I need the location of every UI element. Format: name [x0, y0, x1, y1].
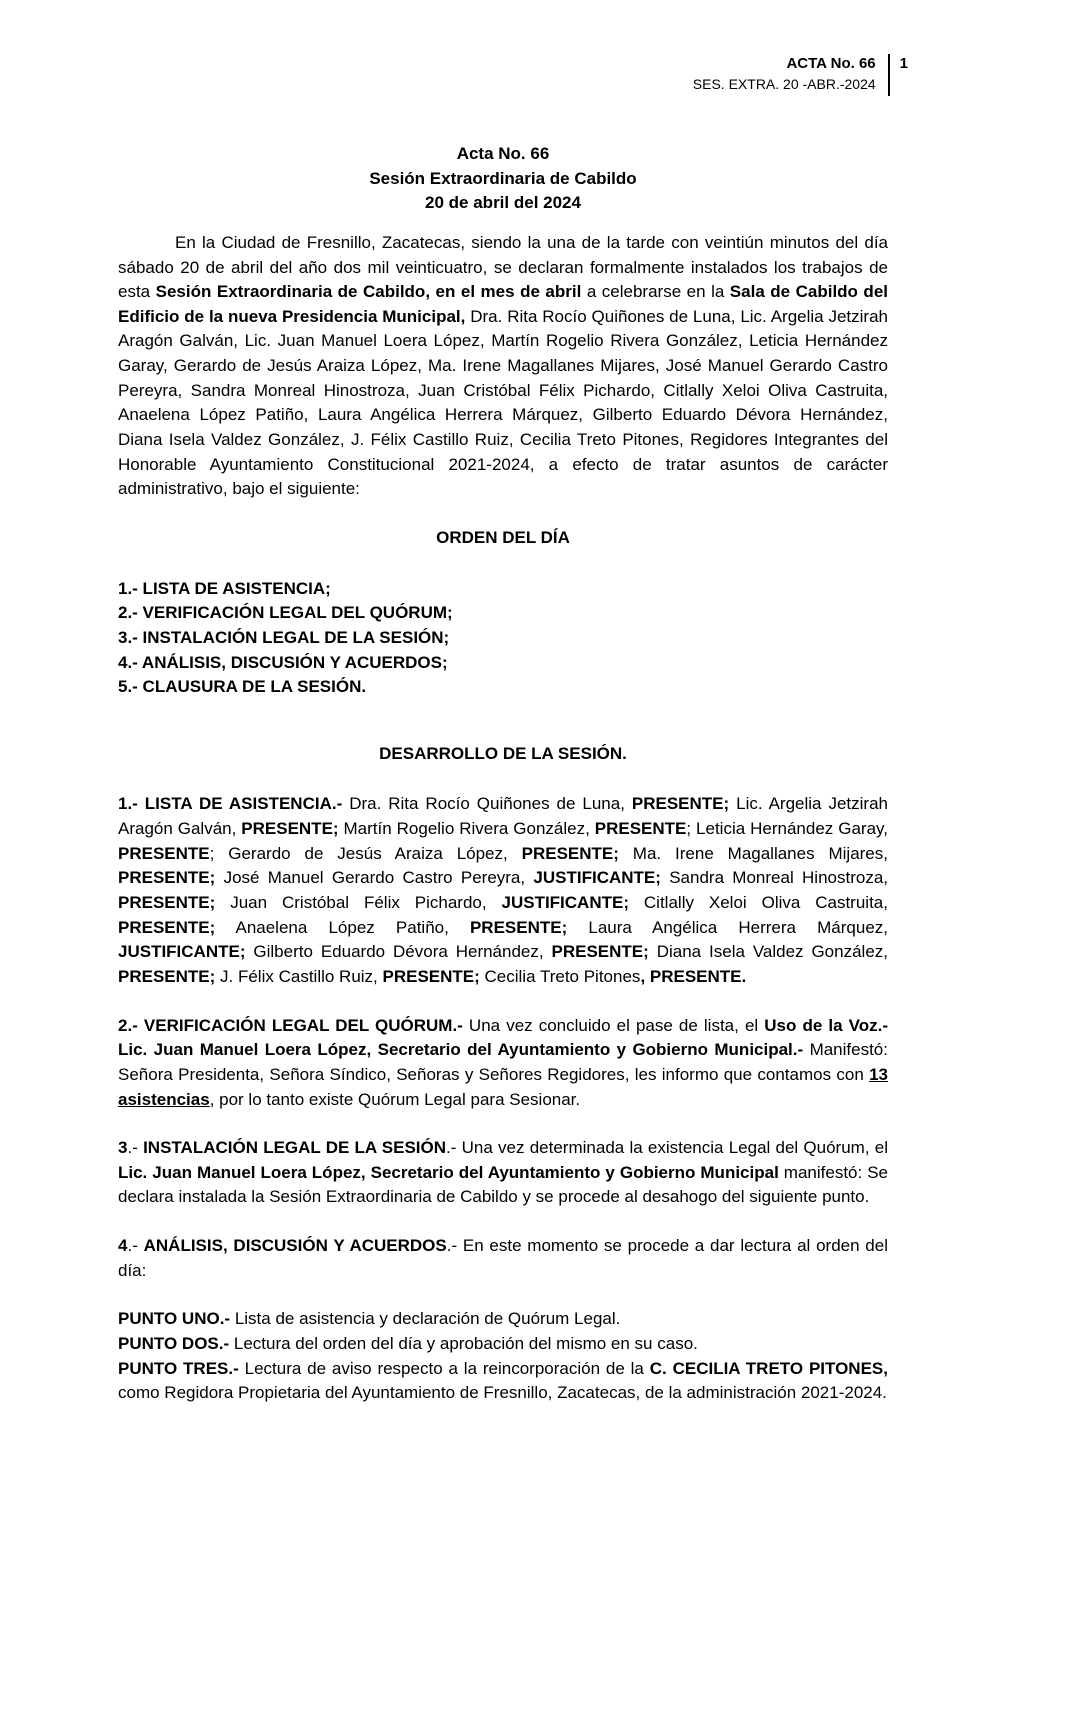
bold-text-segment: 4 — [118, 1236, 128, 1256]
bold-text-segment: C. CECILIA TRETO PITONES, — [649, 1358, 888, 1378]
bold-text-segment: JUSTIFICANTE; — [501, 893, 629, 913]
text-segment: Una vez concluido el pase de lista, el — [468, 1015, 765, 1035]
text-segment: Lectura del orden del día y aprobación del mismo en su caso. — [233, 1333, 698, 1353]
paragraph-intro — [118, 231, 888, 502]
bold-text-segment: PRESENTE; — [118, 966, 216, 986]
page-header-lines — [693, 54, 876, 94]
orden-item: 1.- LISTA DE ASISTENCIA; — [118, 578, 331, 598]
orden-item: 2.- VERIFICACIÓN LEGAL DEL QUÓRUM; — [118, 603, 453, 623]
bold-text-segment: PUNTO UNO.- — [118, 1309, 235, 1329]
bold-text-segment: PRESENTE; — [241, 819, 339, 839]
text-segment: Juan Cristóbal Félix Pichardo, — [215, 893, 502, 913]
text-segment: Lectura de aviso respecto a la reincorporación de la — [244, 1358, 650, 1378]
bold-text-segment: Sala de Cabildo del Edificio de la nueva Presidencia Municipal, — [118, 282, 888, 326]
text-segment: Lista de asistencia y declaración de Quórum Legal. — [234, 1309, 621, 1329]
text-segment: Gilberto Eduardo Dévora Hernández, — [245, 942, 552, 962]
orden-item: 3.- INSTALACIÓN LEGAL DE LA SESIÓN; — [118, 627, 450, 647]
text-segment: .- — [127, 1236, 144, 1256]
orden-del-dia-list — [118, 577, 888, 700]
bold-text-segment: 3 — [118, 1138, 128, 1158]
bold-text-segment: 13 asistencias — [118, 1064, 888, 1109]
bold-text-segment: PRESENTE; — [118, 893, 216, 913]
text-segment: Dra. Rita Rocío Quiñones de Luna, — [349, 794, 632, 814]
text-segment: a celebrarse en la — [581, 282, 730, 302]
paragraph-punto-uno — [118, 1307, 888, 1332]
text-segment: Diana Isela Valdez González, — [648, 942, 888, 962]
bold-text-segment: PRESENTE; — [469, 917, 568, 937]
text-segment: manifestó: Se declara instalada la Sesión Extraordinaria de Cabildo y se procede al desahogo del siguiente punto. — [118, 1162, 889, 1207]
paragraph-verificacion-quorum — [118, 1014, 888, 1113]
header-page-number: 1 — [899, 55, 908, 72]
text-segment: .- En este momento se procede a dar lectura al orden del día: — [118, 1236, 888, 1280]
text-segment: Cecilia Treto Pitones — [479, 966, 641, 986]
text-segment: Ma. Irene Magallanes Mijares, — [618, 843, 888, 863]
bold-text-segment: Uso de la Voz.- Lic. Juan Manuel Loera López, Secretario del Ayuntamiento y Gobierno Municipal.- — [118, 1015, 888, 1060]
text-segment: Dra. Rita Rocío Quiñones de Luna, Lic. Argelia Jetzirah Aragón Galván, Lic. Juan Manuel Loera López, Martín Rogelio Rivera González, Leticia Hernández Garay, Gerardo de Jesús Araiza López, Ma. Irene Magallanes Mijares, José Manuel Gerardo Castro Pereyra, Sandra Monreal Hinostroza, Juan Cristóbal Félix Pichardo, Citlally Xeloi Oliva Castruita, Anaelena López Patiño, Laura Angélica Herrera Márquez, Gilberto Eduardo Dévora Hernández, Diana Isela Valdez González, J. Félix Castillo Ruiz, Cecilia Treto Pitones, Regidores Integrantes del Honorable Ayuntamiento Constitucional 2021-2024, a efecto de tratar asuntos de carácter administrativo, bajo el siguiente: — [118, 306, 888, 499]
bold-text-segment: PRESENTE — [594, 819, 687, 839]
text-segment: Martín Rogelio Rivera González, — [338, 819, 595, 839]
page-header — [693, 54, 908, 96]
paragraph-analisis-acuerdos — [118, 1234, 888, 1283]
title-acta-line: Acta No. 66 — [456, 144, 550, 163]
bold-text-segment: PUNTO TRES.- — [118, 1358, 245, 1378]
bold-text-segment: INSTALACIÓN LEGAL DE LA SESIÓN — [143, 1138, 447, 1158]
text-segment: Manifestó: Señora Presidenta, Señora Síndico, Señoras y Señores Regidores, les informo que contamos con — [118, 1040, 888, 1084]
text-segment: Lic. Argelia Jetzirah Aragón Galván, — [118, 794, 888, 839]
bold-text-segment: JUSTIFICANTE; — [118, 942, 246, 962]
bold-text-segment: PRESENTE; — [118, 917, 216, 937]
header-acta-label: ACTA No. 66 — [786, 55, 876, 72]
text-segment: Laura Angélica Herrera Márquez, — [567, 917, 888, 937]
header-session-label: SES. EXTRA. 20 -ABR.-2024 — [692, 76, 876, 92]
bold-text-segment: PRESENTE; — [521, 843, 619, 863]
heading-desarrollo: DESARROLLO DE LA SESIÓN. — [379, 743, 627, 763]
orden-item: 5.- CLAUSURA DE LA SESIÓN. — [118, 677, 367, 697]
bold-text-segment: , PRESENTE. — [640, 966, 747, 986]
header-divider — [888, 54, 890, 96]
heading-orden-del-dia: ORDEN DEL DÍA — [436, 527, 570, 547]
puntos-block — [118, 1307, 888, 1406]
bold-text-segment: Lic. Juan Manuel Loera López, Secretario del Ayuntamiento y Gobierno Municipal — [118, 1162, 779, 1182]
title-date-line: 20 de abril del 2024 — [425, 193, 581, 213]
paragraph-punto-dos — [118, 1332, 888, 1357]
bold-text-segment: ANÁLISIS, DISCUSIÓN Y ACUERDOS — [143, 1236, 447, 1256]
text-segment: Anaelena López Patiño, — [215, 917, 470, 937]
bold-text-segment: PUNTO DOS.- — [118, 1333, 234, 1353]
document-title — [118, 142, 888, 216]
text-segment: .- Una vez determinada la existencia Legal del Quórum, el — [446, 1138, 889, 1158]
paragraph-instalacion-sesion — [118, 1136, 888, 1210]
text-segment: En la Ciudad de Fresnillo, Zacatecas, siendo la una de la tarde con veintiún minutos del día sábado 20 de abril del año dos mil veinticuatro, se declaran formalmente instalados los trabajos de esta — [118, 232, 888, 302]
bold-text-segment: JUSTIFICANTE; — [533, 868, 661, 888]
bold-text-segment: PRESENTE; — [382, 966, 480, 986]
text-segment: ; Gerardo de Jesús Araiza López, — [209, 843, 522, 863]
bold-text-segment: PRESENTE; — [551, 942, 649, 962]
bold-text-segment: PRESENTE — [118, 843, 210, 863]
text-segment: .- — [127, 1138, 144, 1158]
paragraph-lista-asistencia — [118, 792, 888, 989]
title-session-line: Sesión Extraordinaria de Cabildo — [369, 168, 637, 188]
orden-item: 4.- ANÁLISIS, DISCUSIÓN Y ACUERDOS; — [118, 652, 448, 672]
bold-text-segment: PRESENTE; — [118, 868, 216, 888]
bold-text-segment: 2.- VERIFICACIÓN LEGAL DEL QUÓRUM.- — [118, 1015, 469, 1035]
text-segment: , por lo tanto existe Quórum Legal para Sesionar. — [209, 1089, 581, 1109]
text-segment: Sandra Monreal Hinostroza, — [660, 868, 888, 888]
paragraph-punto-tres — [118, 1357, 888, 1406]
text-segment: José Manuel Gerardo Castro Pereyra, — [215, 868, 534, 888]
bold-text-segment: Sesión Extraordinaria de Cabildo, en el mes de abril — [155, 282, 582, 302]
text-segment: ; Leticia Hernández Garay, — [686, 819, 888, 839]
bold-text-segment: 1.- LISTA DE ASISTENCIA.- — [118, 794, 350, 814]
text-segment: J. Félix Castillo Ruiz, — [215, 966, 383, 986]
text-segment: como Regidora Propietaria del Ayuntamiento de Fresnillo, Zacatecas, de la administración 2021-2024. — [118, 1383, 887, 1403]
bold-text-segment: PRESENTE; — [631, 794, 730, 814]
text-segment: Citlally Xeloi Oliva Castruita, — [629, 893, 888, 913]
